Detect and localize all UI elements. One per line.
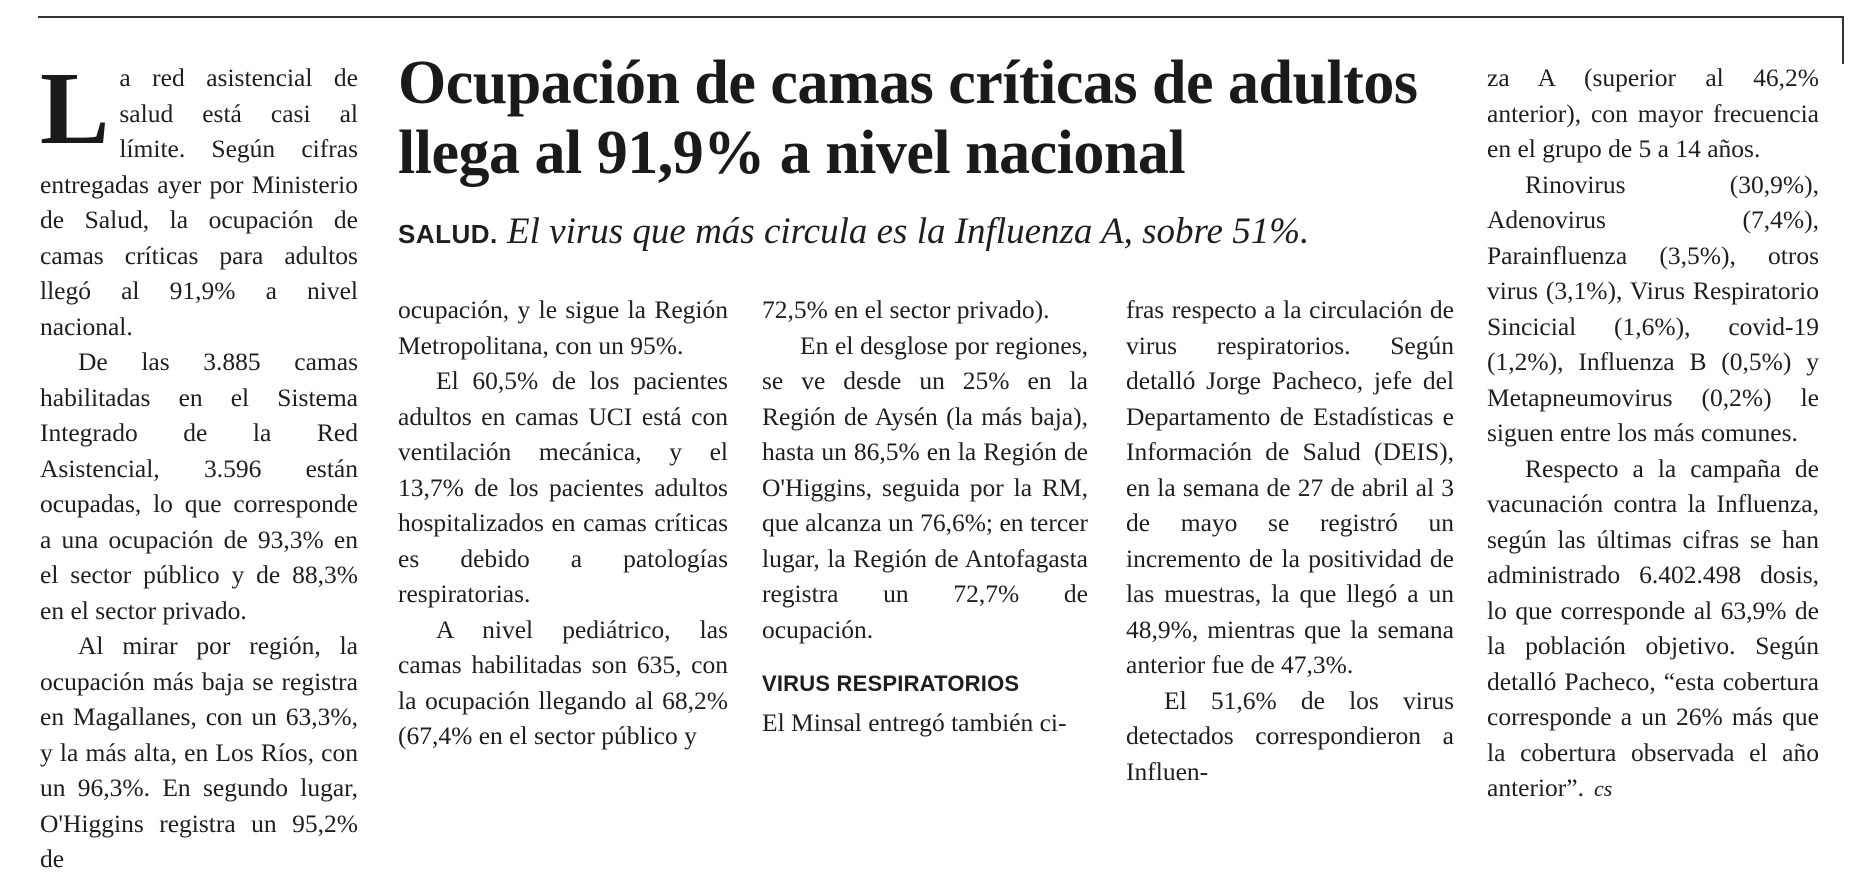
corner-rule [1842,16,1844,64]
drop-cap: L [40,51,110,166]
paragraph-3-part-1: Al mirar por región, la ocupación más baja se registra en Magallanes, con un 63,3%, y la más alta, en Los Ríos, con un 96,3%. En segundo lugar, O'Higgins registra un 95,2% de [40,631,358,873]
column-4 [1126,292,1454,789]
section-kicker: SALUD. [398,219,498,249]
paragraph-5-part-2: 72,5% en el sector privado). [762,295,1050,324]
paragraph-5-part-1: A nivel pediátrico, las camas habilitadas son 635, con la ocupación llegando al 68,2% (67,4% en el sector público y [398,614,728,750]
closing-text: Respecto a la campaña de vacunación contra la Influenza, según las últimas cifras se han administrado 6.402.498 dosis, lo que corresponde al 63,9% de la población objetivo. Según detalló Pacheco, “esta cobertura corresponde a un 26% más que la cobertura observada el año anterior”. [1487,453,1819,802]
end-mark: cs [1593,776,1613,801]
column-1 [40,51,358,877]
lead-text: a red asistencial de salud está casi al límite. Según cifras entregadas ayer por Ministerio de Salud, la ocupación de camas críticas para adultos llegó al 91,9% a nivel nacional. [40,63,358,341]
paragraph-9: Rinovirus (30,9%), Adenovirus (7,4%), Parainfluenza (3,5%), otros virus (3,1%), Virus Respiratorio Sincicial (1,6%), covid-19 (1,2%), Influenza B (0,5%) y Metapneumovirus (0,2%) le siguen entre los más comunes. [1487,169,1819,447]
lead-paragraph [40,51,358,344]
paragraph-7-part-2: fras respecto a la circulación de virus respiratorios. Según detalló Jorge Pacheco, jefe del Departamento de Estadísticas e Información de Salud (DEIS), en la semana de 27 de abril al 3 de mayo se registró un incremento de la positividad de las muestras, la que llegó a un 48,9%, mientras que la semana anterior fue de 47,3%. [1126,295,1454,679]
paragraph-3-part-2: ocupación, y le sigue la Región Metropolitana, con un 95%. [398,295,728,360]
paragraph-10 [1487,451,1819,807]
paragraph-2: De las 3.885 camas habilitadas en el Sistema Integrado de la Red Asistencial, 3.596 están ocupadas, lo que corresponde a una ocupación de 93,3% en el sector público y de 88,3% en el sector privado. [40,347,358,625]
column-5 [1487,60,1819,807]
paragraph-6: En el desglose por regiones, se ve desde un 25% en la Región de Aysén (la más baja), hasta un 86,5% en la Región de O'Higgins, seguida por la RM, que alcanza un 76,6%; en tercer lugar, la Región de Antofagasta registra un 72,7% de ocupación. [762,330,1088,644]
paragraph-8-part-1: El 51,6% de los virus detectados correspondieron a Influen- [1126,685,1454,786]
top-rule [38,16,1844,18]
paragraph-7-part-1: El Minsal entregó también ci- [762,708,1067,737]
section-subhead: VIRUS RESPIRATORIOS [762,671,1020,696]
article-headline: Ocupación de camas críticas de adultos llega al 91,9% a nivel nacional [398,49,1418,187]
article-deck [398,212,1468,254]
paragraph-8-part-2: za A (superior al 46,2% anterior), con mayor frecuencia en el grupo de 5 a 14 años. [1487,63,1819,163]
column-3 [762,292,1088,741]
paragraph-4: El 60,5% de los pacientes adultos en camas UCI está con ventilación mecánica, y el 13,7% de los pacientes adultos hospitalizados en camas críticas es debido a patologías respiratorias. [398,366,728,608]
deck-text: El virus que más circula es la Influenza A, sobre 51%. [507,211,1310,252]
column-2 [398,292,728,754]
